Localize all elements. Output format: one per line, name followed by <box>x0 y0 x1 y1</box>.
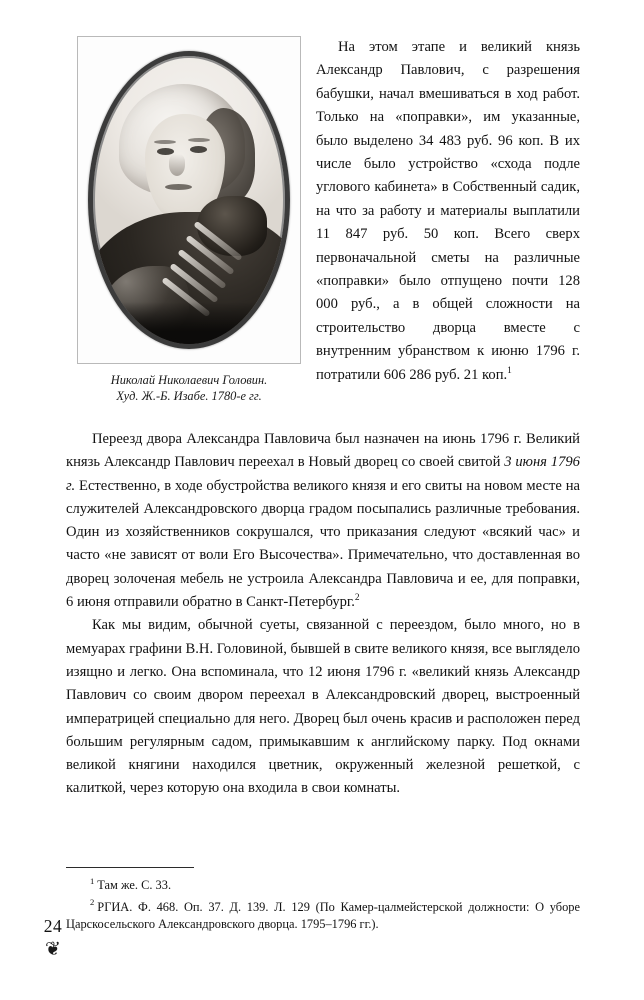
footnote-ref-1[interactable]: 1 <box>507 365 512 376</box>
footnote-text: Там же. С. 33. <box>97 878 172 892</box>
fleuron-ornament-icon: ❦ <box>45 939 61 960</box>
portrait-base-shadow <box>93 302 285 344</box>
figure-frame <box>77 36 301 364</box>
page-number: 24 <box>43 916 63 936</box>
paragraph-2-part-2: Естественно, в ходе обустройства великого князя и его свиты на новом месте на служителей Александровского дворца градом посыпались различные требования. Один из хозяйственников сокрушался, что приказания следуют «всякий час» и часто «не зависят от воли Его Высочества». Примечательно, что доставленная во дворец золоченая мебель не устроила Александра Павловича и ее, для поправки, 6 июня отправили обратно в Санкт-Петербург. <box>66 477 580 611</box>
figure-portrait <box>77 36 301 404</box>
footnote-item <box>66 899 580 934</box>
footnote-marker: 2 <box>90 897 95 908</box>
right-column-text <box>316 36 580 387</box>
footnote-marker: 1 <box>90 875 95 886</box>
footnote-separator-rule <box>66 867 194 868</box>
paragraph-2 <box>66 428 580 614</box>
folio <box>31 916 75 959</box>
footnote-ref-2[interactable]: 2 <box>354 593 360 604</box>
paragraph-1-text: На этом этапе и великий князь Александр Павлович, с разрешения бабушки, начал вмешиваться в ход работ. Только на «поправки», им указанные, было выделено 34 483 руб. 96 коп. В их числе было устройство «схода подле углового кабинета» в Собственный садик, на что за работу и материалы выплатили 11 847 руб. 50 коп. Всего сверх первоначальной сметы на различные «поправки» было отпущено почти 128 000 руб., а в общей сложности на строительство дворца вместе с внутренним убранством к июню 1796 г. потратили 606 286 руб. 21 коп. <box>316 39 580 383</box>
portrait-oval-miniature <box>88 51 290 349</box>
footnotes-area <box>66 867 580 938</box>
paragraph-3: Как мы видим, обычной суеты, связанной с переездом, было много, но в мемуарах графини В.Н. Головиной, бывшей в свите великого князя, все выглядело изящно и легко. Она вспоминала, что 12 июня 1796 г. «великий князь Александр Павлович со своим двором переехал в Александровский дворец, выстроенный императрицей специально для него. Дворец был очень красив и расположен перед большим регулярным садом, примыкавшим к английскому парку. Под окнами великой княгини находился цветник, окруженный железной решеткой, с калиткой, через которую она входила в свои комнаты. <box>66 617 581 797</box>
portrait-brow-right <box>188 138 210 142</box>
paragraph-1 <box>316 36 580 387</box>
figure-caption <box>77 373 301 404</box>
paragraph-2-part-1: Переезд двора Александра Павловича был назначен на июнь 1796 г. Великий князь Александр Павлович переехал в Новый дворец со своей свитой <box>66 431 580 471</box>
paragraph-2-date-italic: 3 июня 1796 г. <box>66 454 580 494</box>
footnote-text: РГИА. Ф. 468. Оп. 37. Д. 139. Л. 129 (По Камер-цалмейстерской должности: О уборе Царскосельского Александровского дворца. 1795–1796 гг.). <box>66 899 580 932</box>
portrait-eye-right <box>190 146 207 153</box>
figure-caption-line-2: Худ. Ж.-Б. Изабе. 1780-е гг. <box>116 388 262 403</box>
portrait-mouth <box>165 184 192 190</box>
portrait-collar <box>197 196 267 256</box>
portrait-nose <box>169 154 185 176</box>
body-text <box>66 428 580 801</box>
footnote-item <box>66 877 580 895</box>
portrait-brow-left <box>154 140 176 144</box>
figure-caption-line-1: Николай Николаевич Головин. <box>110 373 268 387</box>
